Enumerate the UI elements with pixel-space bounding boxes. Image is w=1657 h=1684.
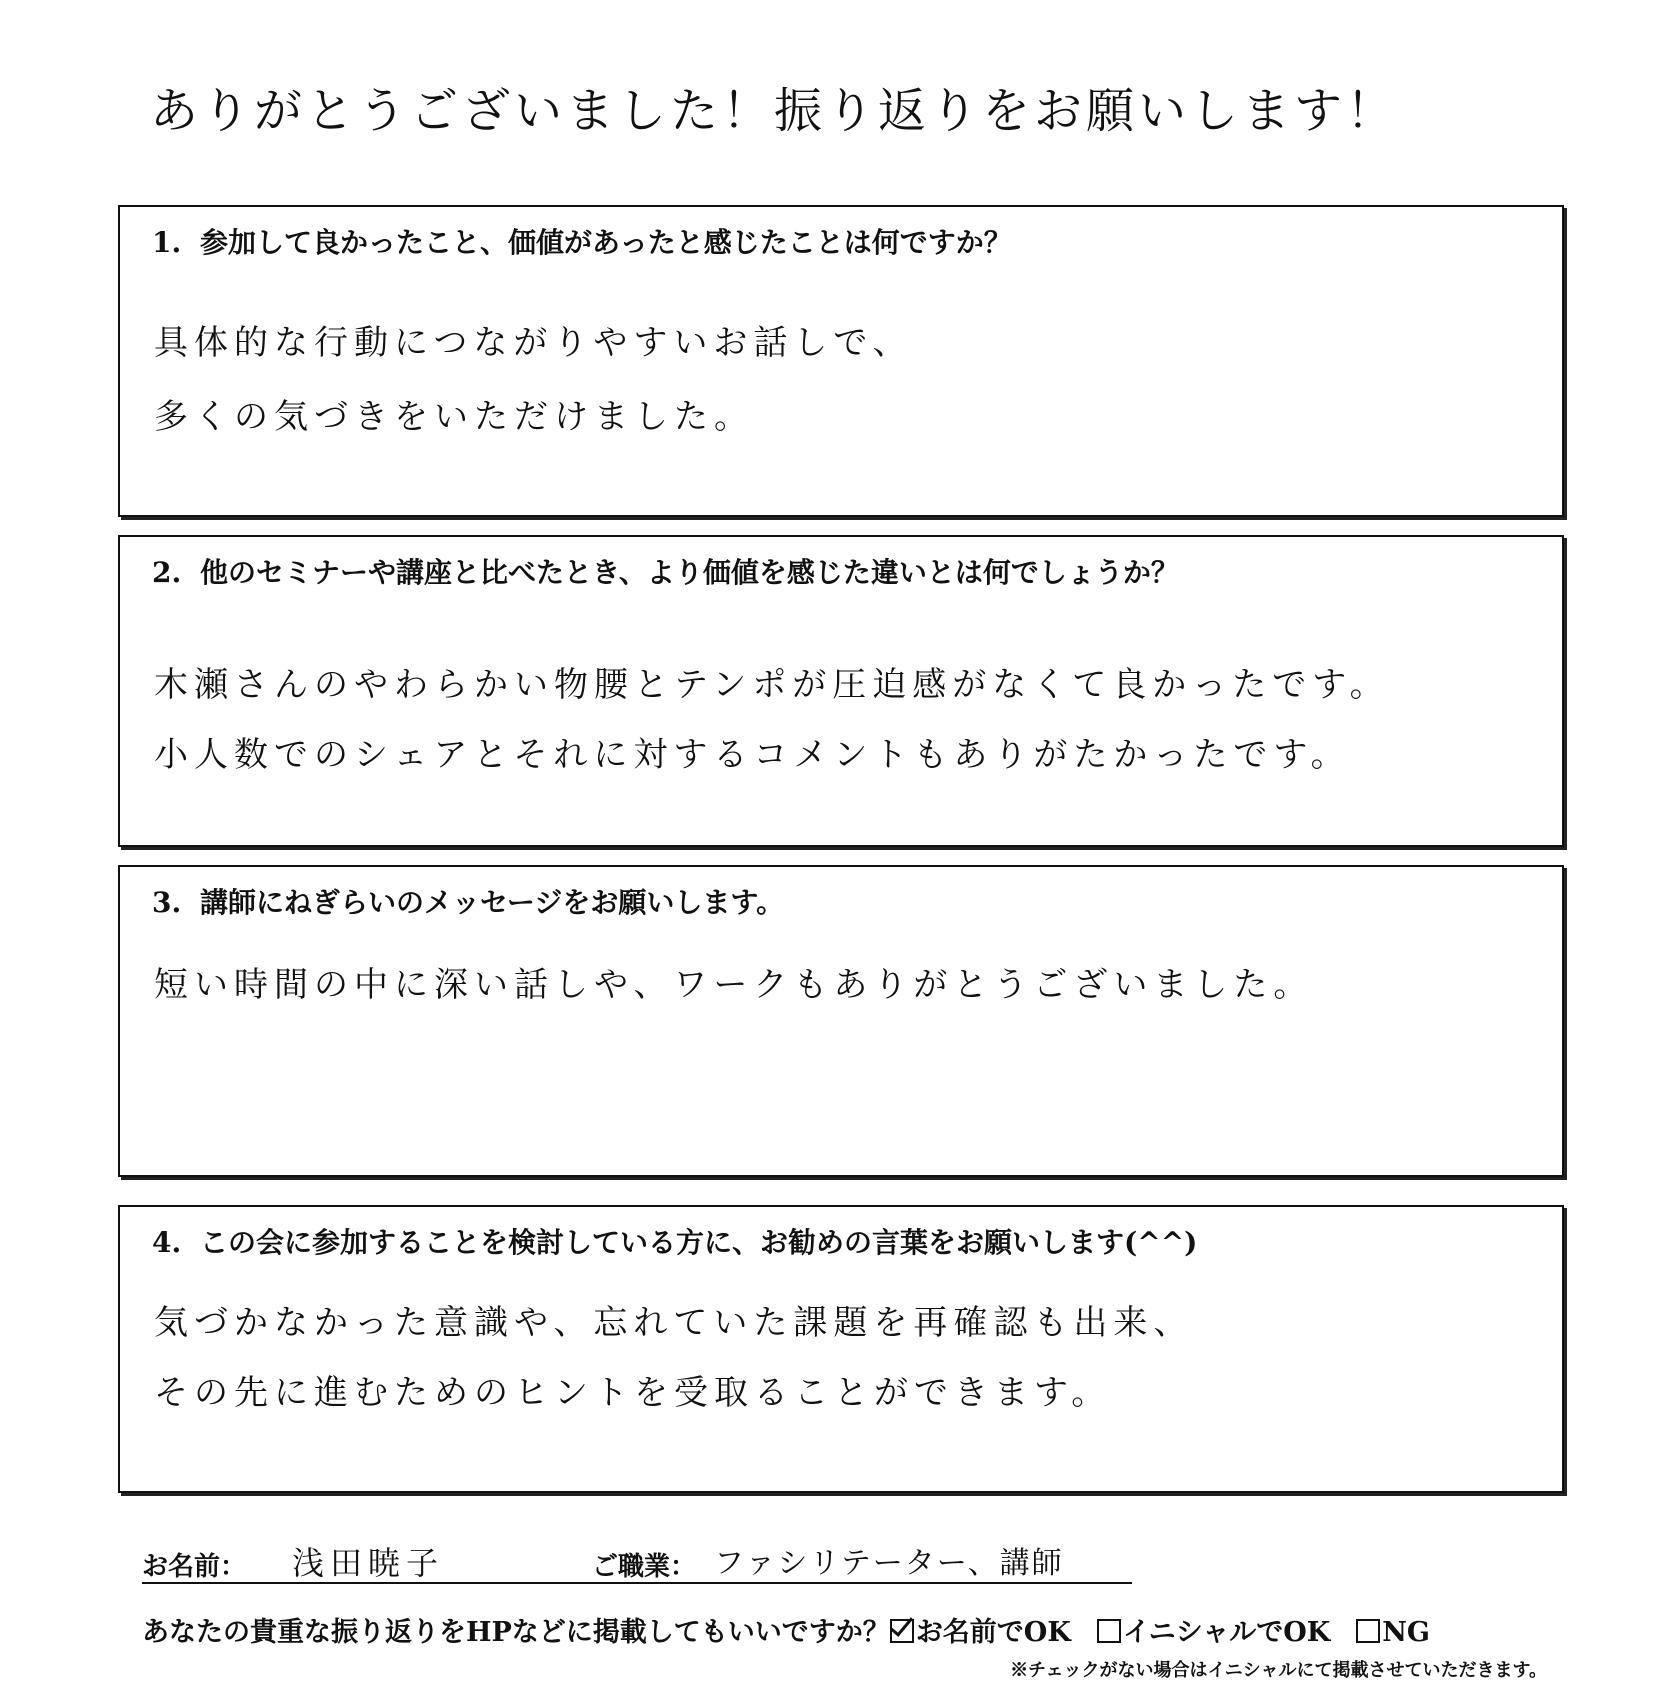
question-box-3 bbox=[118, 865, 1564, 1177]
question-text: この会に参加することを検討している方に、お勧めの言葉をお願いします(^^) bbox=[200, 1226, 1198, 1259]
answer-line: 気づかなかった意識や、忘れていた課題を再確認も出来、 bbox=[154, 1303, 1194, 1343]
question-title bbox=[152, 1221, 1197, 1261]
option-label: イニシャルでOK bbox=[1122, 1617, 1331, 1648]
name-label: お名前： bbox=[142, 1552, 247, 1582]
answer-line: その先に進むためのヒントを受取ることができます。 bbox=[154, 1373, 1112, 1413]
question-number: 2. bbox=[152, 556, 182, 589]
consent-question: あなたの貴重な振り返りをHPなどに掲載してもいいですか？ bbox=[142, 1617, 890, 1648]
question-box-1 bbox=[118, 205, 1564, 517]
consent-option-initial[interactable] bbox=[1097, 1617, 1330, 1648]
respondent-info bbox=[142, 1538, 1132, 1584]
question-title bbox=[152, 221, 1012, 261]
checkbox-checked[interactable] bbox=[890, 1619, 914, 1643]
name-value: 浅田暁子 bbox=[292, 1544, 445, 1582]
option-label: お名前でOK bbox=[915, 1617, 1071, 1648]
checkbox[interactable] bbox=[1097, 1619, 1121, 1643]
question-text: 参加して良かったこと、価値があったと感じたことは何ですか？ bbox=[200, 226, 1012, 259]
occupation-label: ご職業： bbox=[592, 1552, 697, 1582]
occupation-value: ファシリテーター、講師 bbox=[714, 1546, 1064, 1581]
page-title: ありがとうございました！振り返りをお願いします！ bbox=[150, 83, 1399, 139]
answer-line: 多くの気づきをいただけました。 bbox=[154, 397, 754, 437]
question-title bbox=[152, 881, 784, 921]
answer-line: 具体的な行動につながりやすいお話しで、 bbox=[154, 323, 913, 363]
question-number: 1. bbox=[152, 226, 182, 259]
question-text: 他のセミナーや講座と比べたとき、より価値を感じた違いとは何でしょうか？ bbox=[200, 556, 1179, 589]
question-number: 4. bbox=[152, 1226, 182, 1259]
question-text: 講師にねぎらいのメッセージをお願いします。 bbox=[200, 886, 785, 919]
checkbox[interactable] bbox=[1356, 1619, 1380, 1643]
question-title bbox=[152, 551, 1179, 591]
answer-line: 短い時間の中に深い話しや、ワークもありがとうございました。 bbox=[154, 965, 1314, 1005]
answer-line: 木瀬さんのやわらかい物腰とテンポが圧迫感がなくて良かったです。 bbox=[154, 665, 1390, 705]
answer-line: 小人数でのシェアとそれに対するコメントもありがたかったです。 bbox=[154, 735, 1351, 775]
question-box-4 bbox=[118, 1205, 1564, 1493]
consent-option-ng[interactable] bbox=[1356, 1617, 1430, 1648]
consent-row bbox=[142, 1610, 1430, 1649]
question-number: 3. bbox=[152, 886, 182, 919]
question-box-2 bbox=[118, 535, 1564, 847]
consent-option-name[interactable] bbox=[890, 1617, 1071, 1648]
consent-note: ※チェックがない場合はイニシャルにて掲載させていただきます。 bbox=[1010, 1660, 1547, 1681]
option-label: NG bbox=[1382, 1617, 1430, 1648]
